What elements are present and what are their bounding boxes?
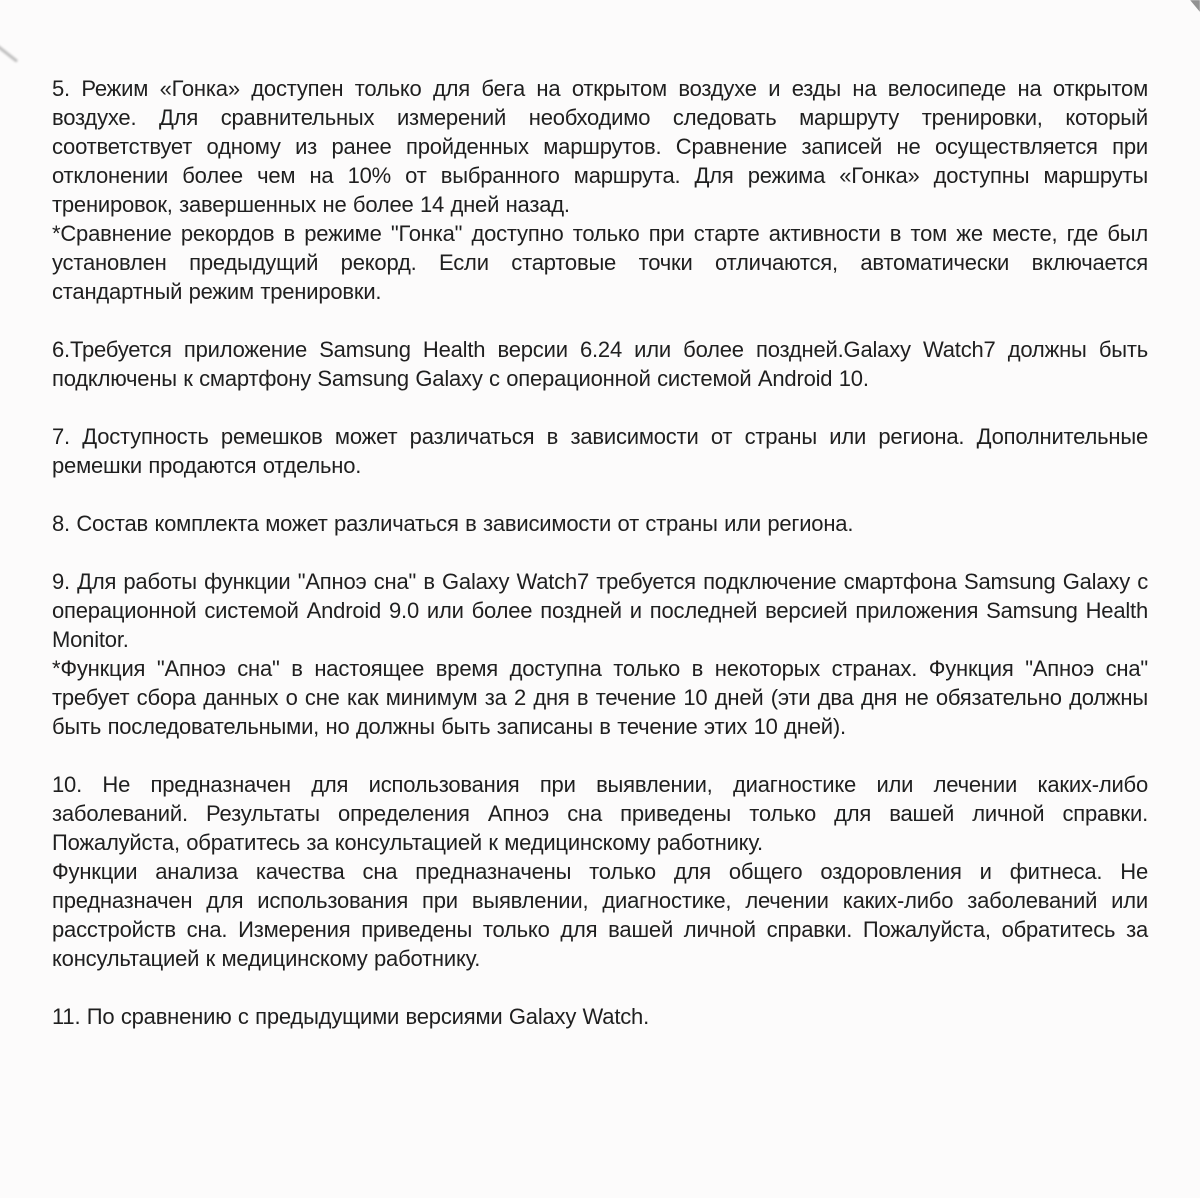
footnote-10-text: 10. Не предназначен для использования при выявлении, диагностике или лечении каких-либо заболеваний. Результаты определения Апноэ сна приведены только для вашей личной справки. Пожалуйста, обратитесь за консультацией к медицинскому работнику. [52, 772, 1148, 855]
footnote-8-text: 8. Состав комплекта может различаться в зависимости от страны или региона. [52, 511, 854, 536]
footnote-paragraph-7 [52, 422, 1148, 480]
footnote-paragraph-10 [52, 770, 1148, 973]
footnote-paragraph-11 [52, 1002, 1148, 1031]
footnote-paragraph-6 [52, 335, 1148, 393]
footnote-5-asterisk-note: *Сравнение рекордов в режиме "Гонка" доступно только при старте активности в том же месте, где был установлен предыдущий рекорд. Если стартовые точки отличаются, автоматически включается стандартный режим тренировки. [52, 221, 1148, 304]
footnote-6-text: 6.Требуется приложение Samsung Health версии 6.24 или более поздней.Galaxy Watch7 должны быть подключены к смартфону Samsung Galaxy с операционной системой Android 10. [52, 337, 1148, 391]
footnote-paragraph-8 [52, 509, 1148, 538]
footnote-paragraph-9 [52, 567, 1148, 741]
footnote-7-text: 7. Доступность ремешков может различаться в зависимости от страны или региона. Дополнительные ремешки продаются отдельно. [52, 424, 1148, 478]
footnote-10-continuation: Функции анализа качества сна предназначены только для общего оздоровления и фитнеса. Не предназначен для использования при выявлении, диагностике, лечении каких-либо заболеваний или расстройств сна. Измерения приведены только для вашей личной справки. Пожалуйста, обратитесь за консультацией к медицинскому работнику. [52, 859, 1148, 971]
footnote-9-asterisk-note: *Функция "Апноэ сна" в настоящее время доступна только в некоторых странах. Функция "Апноэ сна" требует сбора данных о сне как минимум за 2 дня в течение 10 дней (эти два дня не обязательно должны быть последовательными, но должны быть записаны в течение этих 10 дней). [52, 656, 1148, 739]
footnote-9-text: 9. Для работы функции "Апноэ сна" в Galaxy Watch7 требуется подключение смартфона Samsung Galaxy с операционной системой Android 9.0 или более поздней и последней версией приложения Samsung Health Monitor. [52, 569, 1148, 652]
footnote-paragraph-5 [52, 74, 1148, 306]
footnote-5-text: 5. Режим «Гонка» доступен только для бега на открытом воздухе и езды на велосипеде на открытом воздухе. Для сравнительных измерений необходимо следовать маршруту тренировки, который соответствует одному из ранее пройденных маршрутов. Сравнение записей не осуществляется при отклонении более чем на 10% от выбранного маршрута. Для режима «Гонка» доступны маршруты тренировок, завершенных не более 14 дней назад. [52, 76, 1148, 217]
footnote-11-text: 11. По сравнению с предыдущими версиями Galaxy Watch. [52, 1004, 649, 1029]
